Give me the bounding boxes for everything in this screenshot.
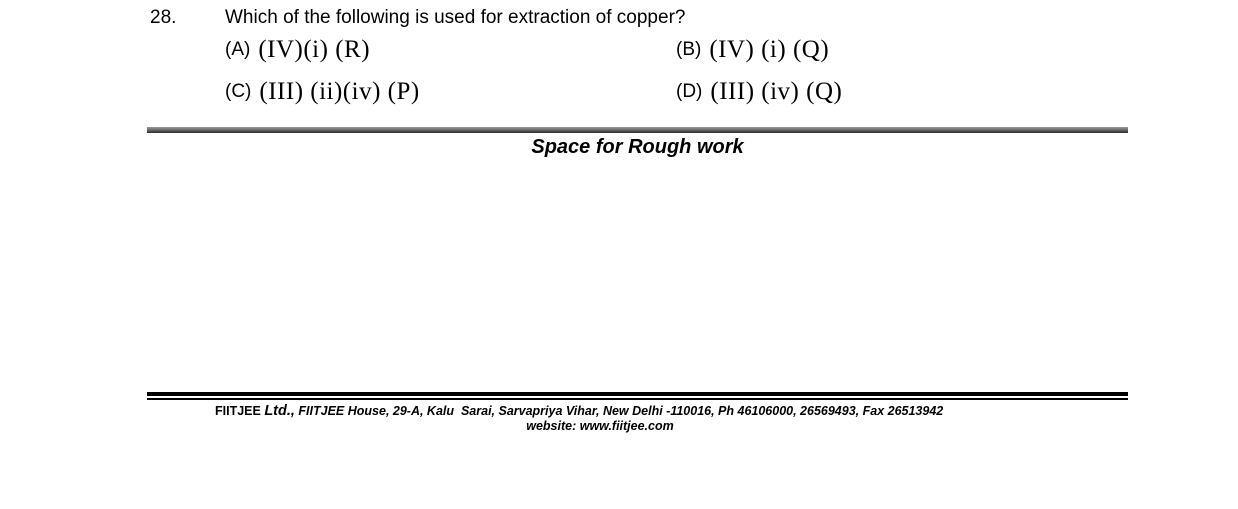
question-text: Which of the following is used for extraction of copper? — [225, 7, 686, 28]
option-d-label: (D) — [676, 81, 703, 102]
footer-ltd: Ltd., — [264, 403, 295, 419]
option-a-expression: (IV)(i) (R) — [258, 36, 371, 63]
footer-address: FIITJEE House, 29-A, Kalu Sarai, Sarvapriya Vihar, New Delhi -110016, Ph 46106000, 26569493, Fax 26513942 — [298, 404, 944, 418]
footer-website[interactable]: website: www.fiitjee.com — [526, 419, 674, 433]
question-number: 28. — [150, 7, 177, 28]
option-b-label: (B) — [676, 39, 702, 60]
footer-brand: FIITJEE — [215, 404, 261, 418]
footer-address-line — [147, 403, 1238, 419]
footer-divider-thick — [147, 392, 1128, 396]
rough-work-divider — [147, 127, 1128, 133]
option-b-expression: (IV) (i) (Q) — [709, 36, 830, 63]
option-a-label: (A) — [225, 39, 251, 60]
option-c-expression: (III) (ii)(iv) (P) — [259, 78, 420, 105]
option-d[interactable] — [676, 72, 842, 112]
footer-divider-thin — [147, 398, 1128, 400]
rough-work-title: Space for Rough work — [531, 136, 744, 158]
option-c[interactable] — [225, 72, 420, 112]
option-b[interactable] — [676, 30, 829, 70]
option-a[interactable] — [225, 30, 370, 70]
option-c-label: (C) — [225, 81, 252, 102]
option-d-expression: (III) (iv) (Q) — [710, 78, 843, 105]
